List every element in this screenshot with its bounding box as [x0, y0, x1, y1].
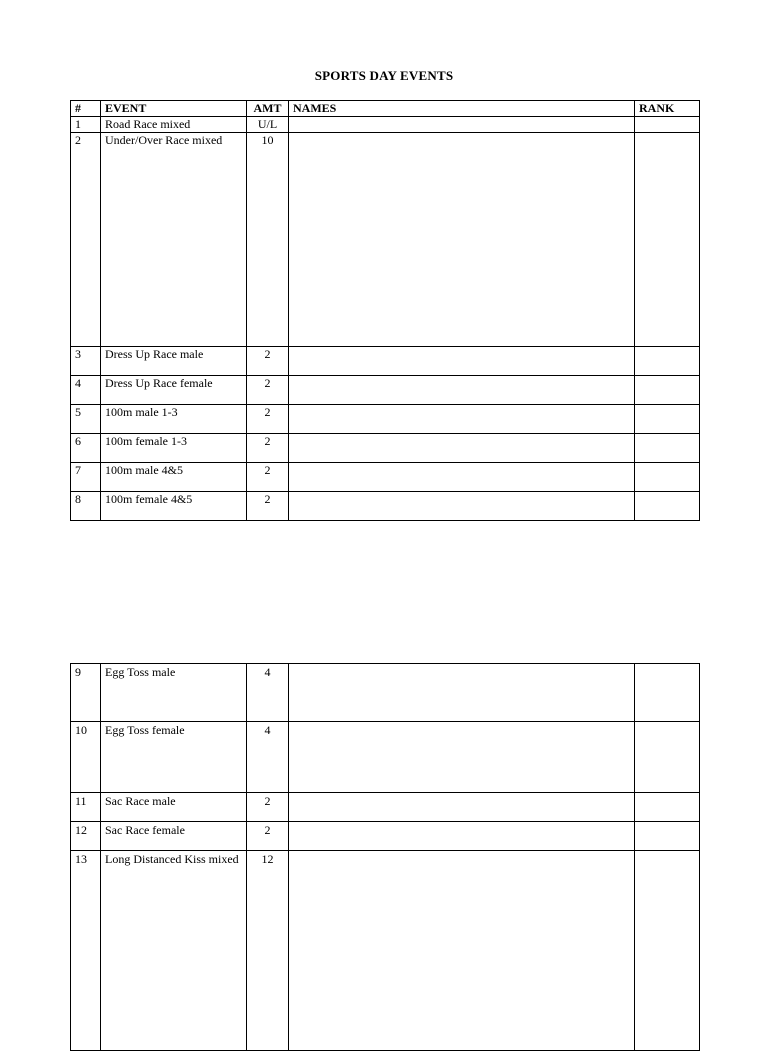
cell-rank	[635, 722, 700, 793]
table-row	[71, 722, 700, 793]
cell-event: Dress Up Race female	[101, 376, 247, 405]
header-rank: RANK	[635, 101, 700, 117]
cell-names	[289, 664, 635, 722]
table-row	[71, 434, 700, 463]
table-row	[71, 793, 700, 822]
cell-amount: 2	[247, 434, 289, 463]
table-row	[71, 117, 700, 133]
cell-event: Egg Toss female	[101, 722, 247, 793]
cell-amount: 10	[247, 133, 289, 347]
cell-rank	[635, 664, 700, 722]
cell-names	[289, 793, 635, 822]
cell-amount: 2	[247, 793, 289, 822]
table-row	[71, 664, 700, 722]
cell-number: 10	[71, 722, 101, 793]
cell-number: 2	[71, 133, 101, 347]
cell-names	[289, 492, 635, 521]
cell-rank	[635, 434, 700, 463]
cell-names	[289, 434, 635, 463]
cell-number: 4	[71, 376, 101, 405]
cell-number: 1	[71, 117, 101, 133]
header-names: NAMES	[289, 101, 635, 117]
cell-amount: 2	[247, 347, 289, 376]
cell-rank	[635, 376, 700, 405]
cell-names	[289, 722, 635, 793]
cell-rank	[635, 822, 700, 851]
cell-event: 100m male 4&5	[101, 463, 247, 492]
events-table-part-2	[70, 663, 700, 1051]
cell-rank	[635, 793, 700, 822]
table-row	[71, 133, 700, 347]
document-title: SPORTS DAY EVENTS	[314, 68, 454, 83]
cell-number: 5	[71, 405, 101, 434]
cell-amount: U/L	[247, 117, 289, 133]
cell-rank	[635, 851, 700, 1051]
header-number: #	[71, 101, 101, 117]
cell-names	[289, 851, 635, 1051]
cell-names	[289, 347, 635, 376]
events-table-part-1	[70, 100, 700, 521]
cell-event: 100m male 1-3	[101, 405, 247, 434]
cell-rank	[635, 347, 700, 376]
cell-event: Road Race mixed	[101, 117, 247, 133]
cell-event: Sac Race female	[101, 822, 247, 851]
cell-names	[289, 463, 635, 492]
cell-amount: 12	[247, 851, 289, 1051]
header-event: EVENT	[101, 101, 247, 117]
cell-rank	[635, 117, 700, 133]
cell-number: 9	[71, 664, 101, 722]
table-header-row	[71, 101, 700, 117]
table-row	[71, 822, 700, 851]
table-row	[71, 376, 700, 405]
cell-number: 8	[71, 492, 101, 521]
table-row	[71, 347, 700, 376]
cell-event: Long Distanced Kiss mixed	[101, 851, 247, 1051]
cell-number: 7	[71, 463, 101, 492]
cell-event: Sac Race male	[101, 793, 247, 822]
cell-event: Egg Toss male	[101, 664, 247, 722]
cell-rank	[635, 492, 700, 521]
cell-number: 6	[71, 434, 101, 463]
cell-number: 11	[71, 793, 101, 822]
cell-amount: 4	[247, 664, 289, 722]
table-row	[71, 492, 700, 521]
cell-event: Dress Up Race male	[101, 347, 247, 376]
cell-rank	[635, 463, 700, 492]
cell-event: 100m female 1-3	[101, 434, 247, 463]
header-amount: AMT	[247, 101, 289, 117]
table-row	[71, 463, 700, 492]
table-row	[71, 405, 700, 434]
cell-amount: 2	[247, 405, 289, 434]
cell-amount: 2	[247, 463, 289, 492]
cell-rank	[635, 133, 700, 347]
table-row	[71, 851, 700, 1051]
cell-amount: 2	[247, 822, 289, 851]
cell-number: 12	[71, 822, 101, 851]
cell-names	[289, 376, 635, 405]
cell-rank	[635, 405, 700, 434]
cell-amount: 4	[247, 722, 289, 793]
cell-number: 3	[71, 347, 101, 376]
cell-number: 13	[71, 851, 101, 1051]
cell-event: Under/Over Race mixed	[101, 133, 247, 347]
cell-event: 100m female 4&5	[101, 492, 247, 521]
cell-names	[289, 133, 635, 347]
cell-names	[289, 117, 635, 133]
cell-names	[289, 405, 635, 434]
cell-amount: 2	[247, 492, 289, 521]
cell-amount: 2	[247, 376, 289, 405]
cell-names	[289, 822, 635, 851]
